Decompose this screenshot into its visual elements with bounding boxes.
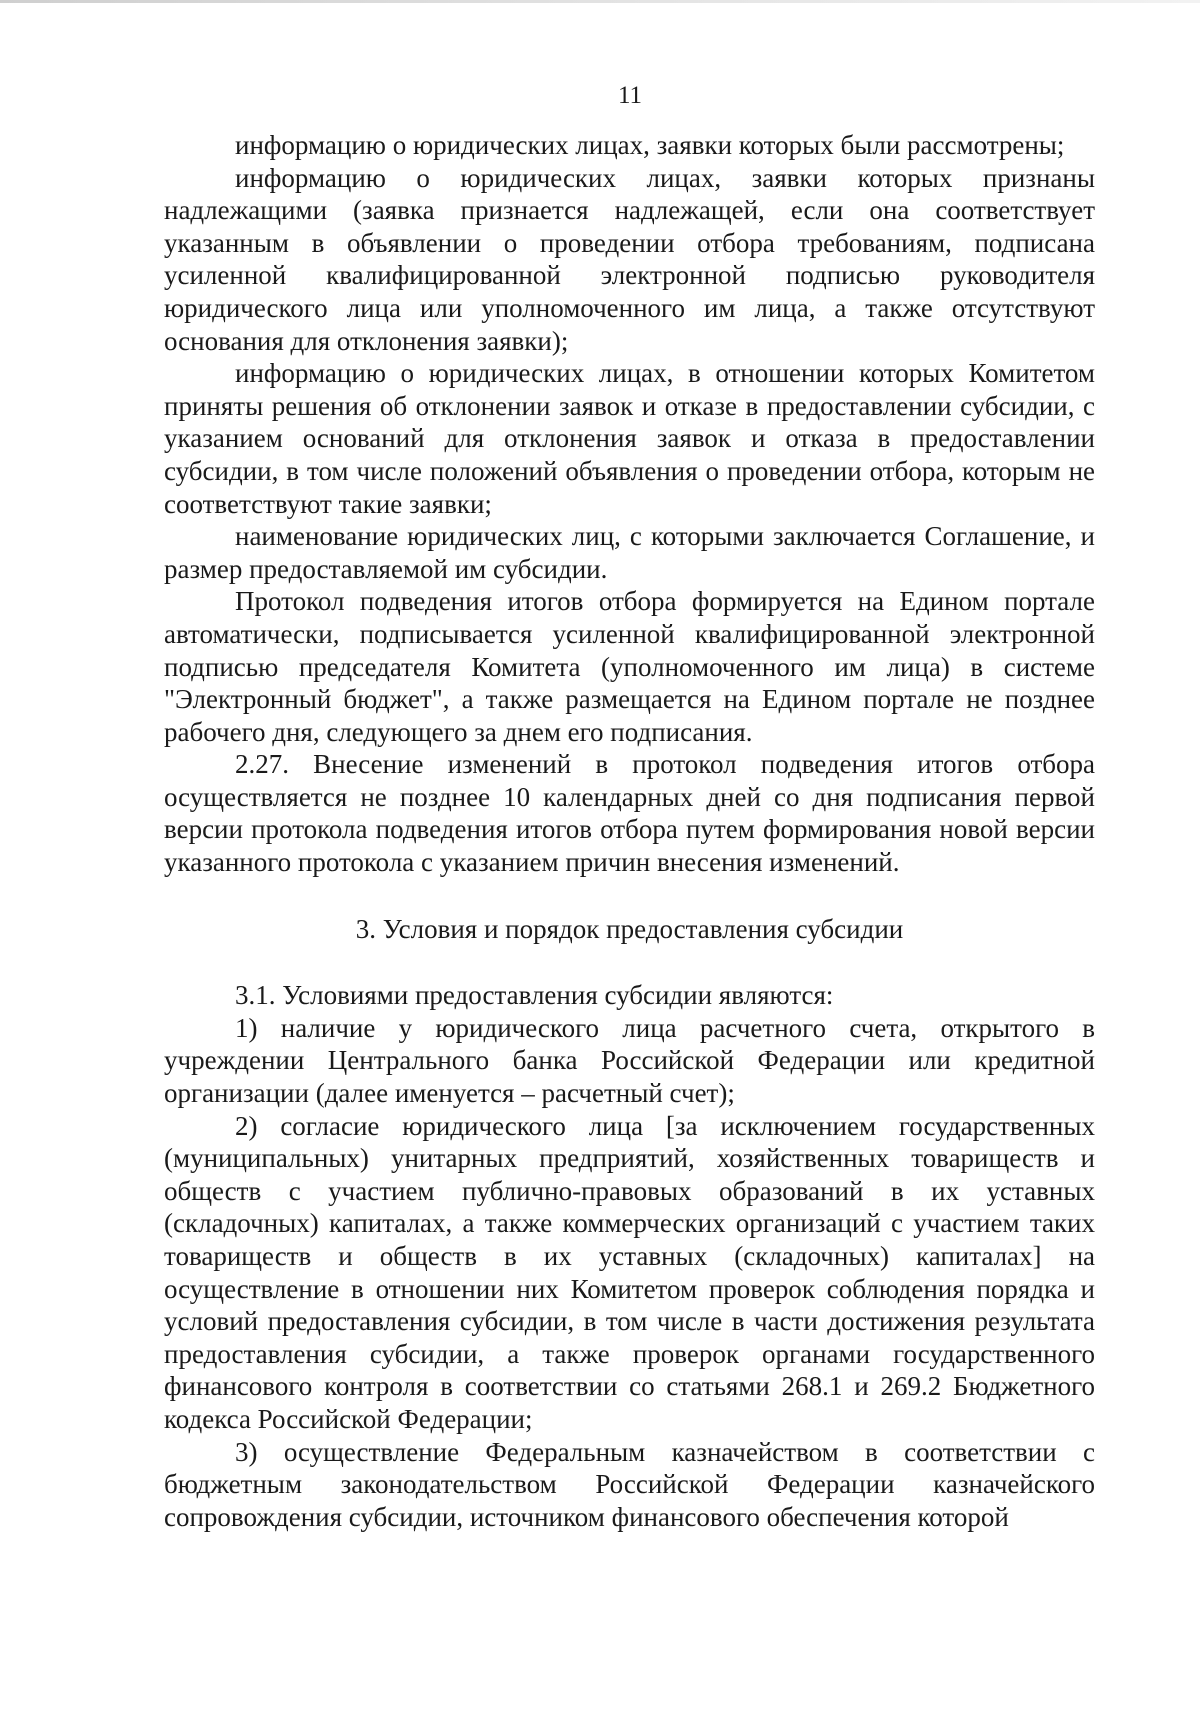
page-top-edge [0, 0, 1200, 3]
document-body [164, 129, 1095, 1533]
paragraph-protocol: Протокол подведения итогов отбора формируется на Едином портале автоматически, подписывается усиленной квалифицированной электронной подписью председателя Комитета (уполномоченного им лица) в системе "Электронный бюджет", а также размещается на Едином портале не позднее рабочего дня, следующего за днем его подписания. [164, 586, 1095, 747]
section-title: 3. Условия и порядок предоставления субсидии [355, 913, 904, 944]
paragraph-agreement-names: наименование юридических лиц, с которыми заключается Соглашение, и размер предоставляемой им субсидии. [164, 521, 1095, 584]
paragraph-info-proper: информацию о юридических лицах, заявки которых признаны надлежащими (заявка признается надлежащей, если она соответствует указанным в объявлении о проведении отбора требованиям, подписана усиленной квалифицированной электронной подписью руководителя юридического лица или уполномоченного им лица, а также отсутствуют основания для отклонения заявки); [164, 162, 1095, 356]
page-number: 11 [617, 82, 643, 109]
paragraph-condition-1: 1) наличие у юридического лица расчетного счета, открытого в учреждении Центрального банка Российской Федерации или кредитной организации (далее именуется – расчетный счет); [164, 1012, 1095, 1109]
paragraph-condition-2: 2) согласие юридического лица [за исключением государственных (муниципальных) унитарных предприятий, хозяйственных товариществ и обществ с участием публично-правовых образований в их уставных (складочных) капиталах, а также коммерческих организаций с участием таких товариществ и обществ в их уставных (складочных) капиталах] на осуществление в отношении них Комитетом проверок соблюдения порядка и условий предоставления субсидии, в том числе в части достижения результата предоставления субсидии, а также проверок органами государственного финансового контроля в соответствии со статьями 268.1 и 269.2 Бюджетного кодекса Российской Федерации; [164, 1110, 1095, 1434]
paragraph-3-1: 3.1. Условиями предоставления субсидии являются: [235, 980, 834, 1011]
paragraph-condition-3: 3) осуществление Федеральным казначейством в соответствии с бюджетным законодательством Российской Федерации казначейского сопровождения субсидии, источником финансового обеспечения которой [164, 1436, 1095, 1532]
paragraph-2-27: 2.27. Внесение изменений в протокол подведения итогов отбора осуществляется не позднее 10 календарных дней со дня подписания первой версии протокола подведения итогов отбора путем формирования новой версии указанного протокола с указанием причин внесения изменений. [164, 749, 1095, 878]
paragraph-info-reviewed: информацию о юридических лицах, заявки которых были рассмотрены; [235, 130, 1065, 160]
paragraph-info-rejected: информацию о юридических лицах, в отношении которых Комитетом приняты решения об отклонении заявок и отказе в предоставлении субсидии, с указанием оснований для отклонения заявок и отказа в предоставлении субсидии, в том числе положений объявления о проведении отбора, которым не соответствуют такие заявки; [164, 358, 1095, 519]
